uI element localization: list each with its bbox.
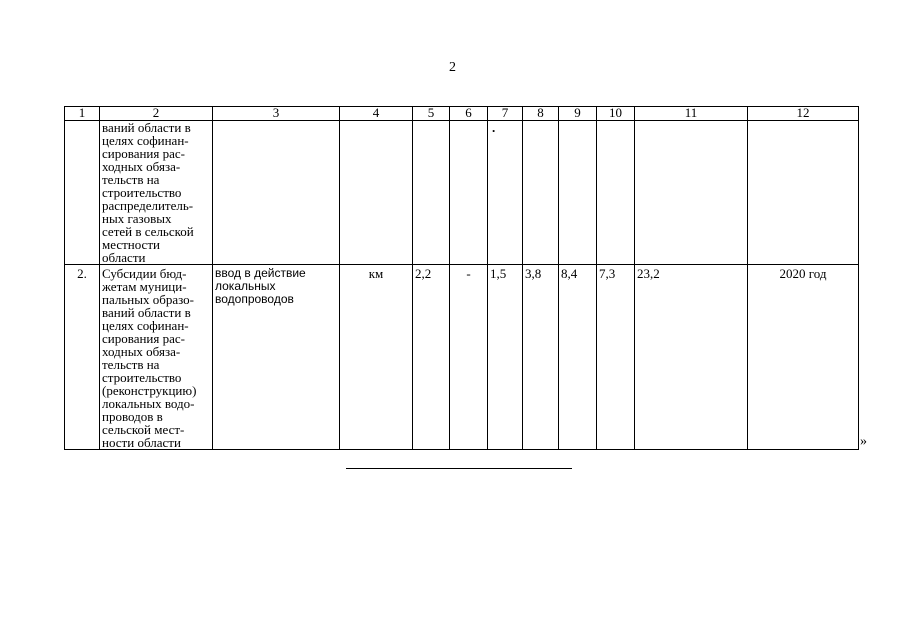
row2-value-cell: 1,5 xyxy=(488,265,523,450)
row2-deadline-cell: 2020 год xyxy=(748,265,859,450)
row1-value-cell xyxy=(523,121,559,265)
header-cell: 9 xyxy=(559,107,597,121)
header-cell: 4 xyxy=(340,107,413,121)
row1-value-cell xyxy=(559,121,597,265)
row1-value-cell xyxy=(413,121,450,265)
header-cell: 1 xyxy=(65,107,100,121)
header-cell: 12 xyxy=(748,107,859,121)
table-header-row xyxy=(65,107,859,121)
header-cell: 5 xyxy=(413,107,450,121)
header-cell: 8 xyxy=(523,107,559,121)
row2-value-cell: 2,2 xyxy=(413,265,450,450)
row1-value-cell xyxy=(450,121,488,265)
row2-indicator-cell: ввод в действие локальных водопроводов xyxy=(213,265,340,450)
row2-value-cell: 7,3 xyxy=(597,265,635,450)
table-row xyxy=(65,121,859,265)
row1-indicator-cell xyxy=(213,121,340,265)
row1-unit-cell xyxy=(340,121,413,265)
page-number: 2 xyxy=(449,60,456,75)
header-cell: 6 xyxy=(450,107,488,121)
header-cell: 10 xyxy=(597,107,635,121)
row2-unit-cell: км xyxy=(340,265,413,450)
row1-value-cell xyxy=(488,121,523,265)
header-cell: 7 xyxy=(488,107,523,121)
program-table xyxy=(64,106,859,450)
row2-description-cell: Субсидии бюд- жетам муници- пальных образо- ваний области в целях софинан- сирования рас- ходных обяза- тельств на строительство (реконструкцию) локальных водо- проводов в сельской мест- ности области xyxy=(100,265,213,450)
row1-value-cell xyxy=(597,121,635,265)
header-cell: 3 xyxy=(213,107,340,121)
closing-quote-mark: » xyxy=(860,434,867,449)
closing-rule-line xyxy=(346,468,572,469)
header-cell: 2 xyxy=(100,107,213,121)
row2-total-cell: 23,2 xyxy=(635,265,748,450)
header-cell: 11 xyxy=(635,107,748,121)
row1-total-cell xyxy=(635,121,748,265)
row1-description-cell: ваний области в целях софинан- сирования рас- ходных обяза- тельств на строительство распределитель- ных газовых сетей в сельской местности области xyxy=(100,121,213,265)
row1-mark: . xyxy=(492,120,496,135)
row1-deadline-cell xyxy=(748,121,859,265)
table-row xyxy=(65,265,859,450)
row2-value-cell: 3,8 xyxy=(523,265,559,450)
row2-number-cell: 2. xyxy=(65,265,100,450)
row2-value-cell: - xyxy=(450,265,488,450)
row2-value-cell: 8,4 xyxy=(559,265,597,450)
row1-number-cell xyxy=(65,121,100,265)
